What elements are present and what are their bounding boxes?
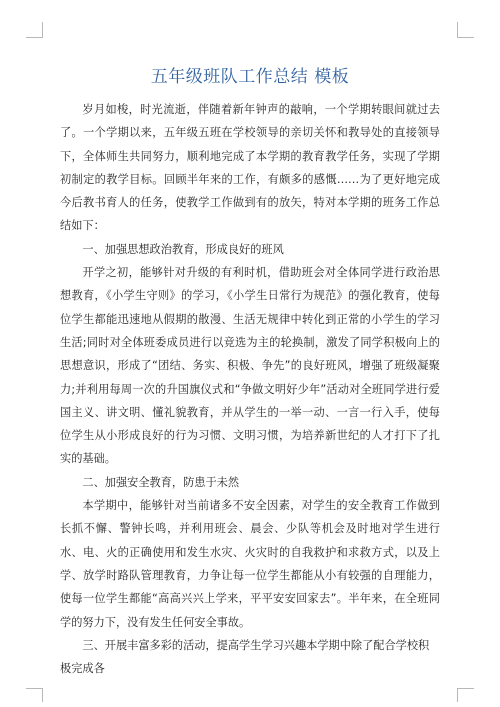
crop-mark-bottom-left (42, 688, 43, 702)
section-heading-2: 二、加强安全教育，防患于未然 (82, 475, 240, 489)
section-paragraph-2: 本学期中，能够针对当前诸多不安全因素，对学生的安全教育工作做到长抓不懈、警钟长鸣，并利用班会、晨会、少队等机会及时地对学生进行水、电、火的正确使用和发生水灾、火灾时的自我救护和求救方式，以及上学、放学时路队管理教育，力争让每一位学生都能从小有较强的自理能力，使每一位学生都能“高高兴兴上学来，平平安安回家去”。半年来，在全班同学的努力下，没有发生任何安全事故。 (60, 499, 440, 629)
crop-mark-top-right (457, 22, 458, 38)
document-body (60, 98, 440, 680)
crop-mark-bottom-right (457, 688, 458, 702)
intro-paragraph: 岁月如梭，时光流逝，伴随着新年钟声的敲响，一个学期转眼间就过去了。一个学期以来，五年级五班在学校领导的亲切关怀和教导处的直接领导下，全体师生共同努力，顺利地完成了本学期的教育教学任务，实现了学期初制定的教学目标。回顾半年来的工作，有颇多的感慨……为了更好地完成今后教书育人的任务，使教学工作做到有的放矢，特对本学期的班务工作总结如下： (60, 103, 440, 233)
document-title: 五年级班队工作总结 模板 (150, 67, 350, 87)
section-heading-3: 三、开展丰富多彩的活动，提高学生学习兴趣本学期中除了配合学校积极完成各 (60, 638, 430, 676)
section-paragraph-1: 开学之初，能够针对升级的有利时机，借助班会对全体同学进行政治思想教育，《小学生守则》的学习，《小学生日常行为规范》的强化教育，使每位学生都能迅速地从假期的散漫、生活无规律中转化到正常的小学生的学习生活;同时对全体班委成员进行以竞选为主的轮换制，激发了同学积极向上的思想意识，形成了“团结、务实、积极、争先”的良好班风，增强了班级凝聚力;并利用每周一次的升国旗仪式和“争做文明好少年”活动对全班同学进行爱国主义、讲文明、懂礼貌教育，并从学生的一举一动、一言一行入手，使每位学生从小形成良好的行为习惯、文明习惯，为培养新世纪的人才打下了扎实的基础。 (60, 266, 440, 466)
section-heading-1: 一、加强思想政治教育，形成良好的班风 (82, 242, 284, 256)
crop-mark-top-right (458, 37, 474, 38)
crop-mark-bottom-right (458, 688, 474, 689)
crop-mark-top-left (42, 22, 43, 38)
crop-mark-bottom-left (26, 688, 42, 689)
crop-mark-top-left (26, 37, 42, 38)
